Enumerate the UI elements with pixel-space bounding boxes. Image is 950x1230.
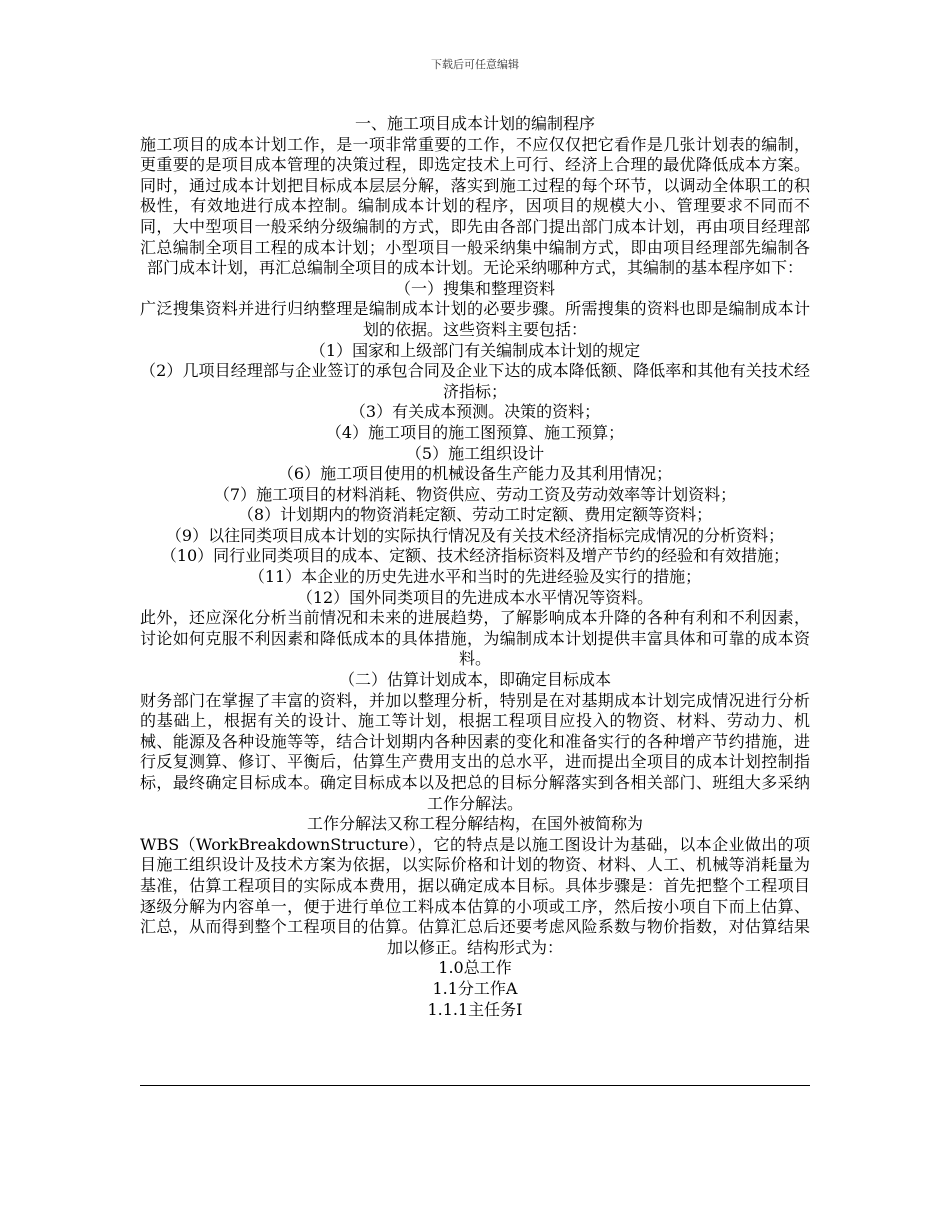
additional-analysis-paragraph: 此外，还应深化分析当前情况和未来的进展趋势，了解影响成本升降的各种有利和不利因素，讨论如何克服不利因素和降低成本的具体措施，为编制成本计划提供丰富具体和可靠的成本资料。 xyxy=(140,608,810,669)
list-item: （5）施工组织设计 xyxy=(405,443,545,463)
list-item: （7）施工项目的材料消耗、物资供应、劳动工资及劳动效率等计划资料； xyxy=(213,484,737,504)
list-item: （11）本企业的历史先进水平和当时的先进经验及实行的措施； xyxy=(248,567,702,587)
wbs-paragraph: WBS（WorkBreakdownStructure），它的特点是以施工图设计为基础，以本企业做出的项目施工组织设计及技术方案为依据，以实际价格和计划的物资、材料、人工、机械等消耗量为基准，估算工程项目的实际成本费用，据以确定成本目标。具体步骤是：首先把整个工程项目逐级分解为内容单一，便于进行单位工料成本估算的小项或工序，然后按小项自下而上估算、汇总，从而得到整个工程项目的估算。估算汇总后还要考虑风险系数与物价指数，对估算结果加以修正。结构形式为： xyxy=(140,834,810,957)
wbs-lead-line: 工作分解法又称工程分解结构，在国外被简称为 xyxy=(306,814,643,834)
section-title: 一、施工项目成本计划的编制程序 xyxy=(354,114,595,133)
list-item: （10）同行业同类项目的成本、定额、技术经济指标资料及增产节约的经验和有效措施； xyxy=(160,546,790,566)
document-body xyxy=(140,114,810,1020)
intro-paragraph: 施工项目的成本计划工作，是一项非常重要的工作，不应仅仅把它看作是几张计划表的编制，更重要的是项目成本管理的决策过程，即选定技术上可行、经济上合理的最优降低成本方案。同时，通过成本计划把目标成本层层分解，落实到施工过程的每个环节，以调动全体职工的积极性，有效地进行成本控制。编制成本计划的程序，因项目的规模大小、管理要求不同而不同，大中型项目一般采纳分级编制的方式，即先由各部门提出部门成本计划，再由项目经理部汇总编制全项目工程的成本计划；小型项目一般采纳集中编制方式，即由项目经理部先编制各部门成本计划，再汇总编制全项目的成本计划。无论采纳哪种方式，其编制的基本程序如下： xyxy=(140,134,810,278)
finance-paragraph: 财务部门在掌握了丰富的资料，并加以整理分析，特别是在对基期成本计划完成情况进行分析的基础上，根据有关的设计、施工等计划，根据工程项目应投入的物资、材料、劳动力、机械、能源及各种设施等等，结合计划期内各种因素的变化和准备实行的各种增产节约措施，进行反复测算、修订、平衡后，估算生产费用支出的总水平，进而提出全项目的成本计划控制指标，最终确定目标成本。确定目标成本以及把总的目标分解落实到各相关部门、班组大多采纳工作分解法。 xyxy=(140,690,810,813)
list-item: （8）计划期内的物资消耗定额、劳动工时定额、费用定额等资料； xyxy=(237,505,713,525)
list-item: （1）国家和上级部门有关编制成本计划的规定 xyxy=(309,340,641,360)
list-item: （9）以往同类项目成本计划的实际执行情况及有关技术经济指标完成情况的分析资料； xyxy=(165,525,785,545)
footer-rule xyxy=(140,1085,810,1086)
list-item: （4）施工项目的施工图预算、施工预算； xyxy=(325,422,625,442)
page-header-note: 下载后可任意编辑 xyxy=(431,58,519,71)
list-item: （2）几项目经理部与企业签订的承包合同及企业下达的成本降低额、降低率和其他有关技术经济指标； xyxy=(140,361,810,401)
list-item: （6）施工项目使用的机械设备生产能力及其利用情况； xyxy=(277,464,673,484)
list-item: （3）有关成本预测。决策的资料； xyxy=(349,402,601,422)
structure-line: 1.1分工作A xyxy=(432,978,518,998)
collect-materials-paragraph: 广泛搜集资料并进行归纳整理是编制成本计划的必要步骤。所需搜集的资料也即是编制成本计划的依据。这些资料主要包括： xyxy=(140,299,810,339)
structure-line: 1.1.1主任务I xyxy=(427,999,523,1019)
subsection-heading-1: （一）搜集和整理资料 xyxy=(394,278,555,298)
subsection-heading-2: （二）估算计划成本，即确定目标成本 xyxy=(338,670,611,690)
list-item: （12）国外同类项目的先进成本水平情况等资料。 xyxy=(296,587,654,607)
structure-line: 1.0总工作 xyxy=(438,958,512,978)
